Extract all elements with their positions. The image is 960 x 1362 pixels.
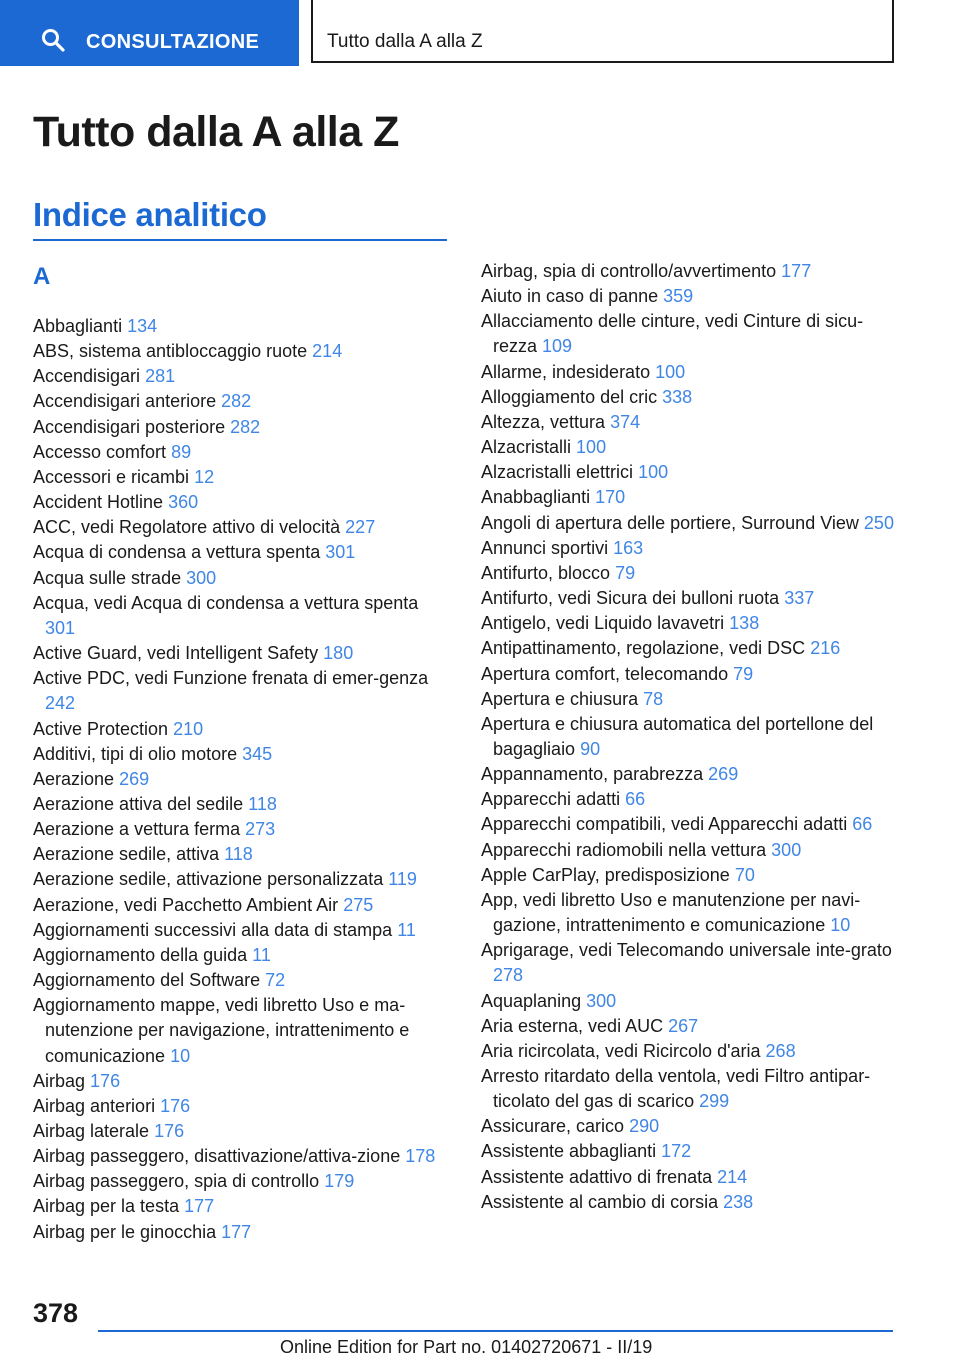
index-entry	[33, 742, 453, 767]
index-entry	[33, 842, 453, 867]
entry-term: Aerazione sedile, attivazione personalizzata	[33, 869, 384, 890]
entry-term: Apple CarPlay, predisposizione	[481, 864, 730, 885]
index-entry	[481, 787, 901, 812]
footer-divider	[98, 1330, 893, 1332]
index-entry	[481, 460, 901, 485]
entry-page-link[interactable]: 79	[733, 663, 754, 684]
entry-term: Active Protection	[33, 718, 169, 739]
index-entry	[481, 812, 901, 837]
search-icon	[41, 28, 65, 52]
index-entry	[33, 1069, 453, 1094]
entry-term: Apertura e chiusura automatica del portellone del bagagliaio	[481, 713, 874, 759]
index-entry	[481, 1190, 901, 1215]
index-entry	[33, 893, 453, 918]
index-entry	[33, 1119, 453, 1144]
entry-page-link[interactable]: 100	[655, 361, 686, 382]
entry-term: Altezza, vettura	[481, 411, 606, 432]
index-entry	[33, 339, 453, 364]
entry-term: Airbag anteriori	[33, 1095, 156, 1116]
entry-term: Aprigarage, vedi Telecomando universale inte‐grato	[481, 940, 892, 961]
index-entry	[481, 888, 901, 938]
entry-page-link[interactable]: 278	[493, 965, 524, 986]
entry-term: Antifurto, blocco	[481, 562, 611, 583]
entry-page-link[interactable]: 299	[699, 1091, 730, 1112]
index-entry	[33, 1220, 453, 1245]
index-entry	[481, 838, 901, 863]
entry-term: Acqua sulle strade	[33, 567, 182, 588]
entry-term: Aerazione attiva del sedile	[33, 793, 244, 814]
entry-term: Aggiornamento della guida	[33, 944, 248, 965]
entry-page-link[interactable]: 176	[154, 1121, 185, 1141]
entry-term: Aquaplaning	[481, 990, 582, 1011]
index-entry	[481, 410, 901, 435]
index-entry	[481, 687, 901, 712]
entry-page-link[interactable]: 89	[171, 441, 192, 462]
breadcrumb-label: Tutto dalla A alla Z	[327, 31, 483, 52]
entry-term: Acqua, vedi Acqua di condensa a vettura spenta	[33, 592, 419, 613]
entry-page-link[interactable]: 359	[663, 286, 694, 307]
entry-term: Accident Hotline	[33, 492, 164, 513]
entry-term: Aerazione	[33, 768, 115, 789]
entry-page-link[interactable]: 79	[615, 562, 636, 583]
entry-term: Apertura comfort, telecomando	[481, 663, 729, 684]
entry-term: Abbaglianti	[33, 316, 123, 336]
index-entry	[33, 993, 453, 1068]
entry-term: Apparecchi radiomobili nella vettura	[481, 839, 767, 860]
index-entry	[481, 1039, 901, 1064]
entry-page-link[interactable]: 177	[184, 1196, 215, 1217]
entry-page-link[interactable]: 100	[638, 462, 669, 483]
letter-heading: A	[33, 263, 51, 290]
entry-term: Apertura e chiusura	[481, 688, 639, 709]
entry-page-link[interactable]: 269	[119, 768, 150, 789]
index-entry	[33, 364, 453, 389]
entry-page-link[interactable]: 118	[224, 844, 253, 865]
entry-page-link[interactable]: 177	[781, 261, 812, 281]
entry-page-link[interactable]: 109	[542, 336, 573, 357]
entry-term: Aria ricircolata, vedi Ricircolo d'aria	[481, 1040, 761, 1061]
entry-term: Airbag per la testa	[33, 1196, 180, 1217]
entry-term: Active Guard, vedi Intelligent Safety	[33, 643, 319, 664]
entry-page-link[interactable]: 177	[221, 1221, 252, 1242]
entry-page-link[interactable]: 163	[613, 537, 644, 558]
entry-page-link[interactable]: 238	[723, 1191, 754, 1212]
entry-term: Aiuto in caso di panne	[481, 286, 659, 307]
entry-term: Aggiornamenti successivi alla data di stampa	[33, 919, 393, 940]
index-entry	[481, 1139, 901, 1164]
entry-term: Alloggiamento del cric	[481, 386, 658, 407]
entry-term: Anabbaglianti	[481, 487, 591, 508]
footer-edition: Online Edition for Part no. 01402720671 - II/19	[280, 1337, 653, 1357]
entry-page-link[interactable]: 214	[312, 341, 343, 362]
entry-page-link[interactable]: 179	[324, 1171, 355, 1192]
index-entry	[481, 636, 901, 661]
entry-page-link[interactable]: 281	[145, 366, 176, 387]
entry-term: Antipattinamento, regolazione, vedi DSC	[481, 638, 806, 659]
page-title: Tutto dalla A alla Z	[33, 108, 399, 156]
index-entry	[481, 938, 901, 988]
entry-page-link[interactable]: 242	[45, 693, 76, 714]
entry-page-link[interactable]: 227	[345, 517, 376, 538]
index-entry	[481, 863, 901, 888]
index-entry	[481, 1014, 901, 1039]
entry-term: Airbag passeggero, spia di controllo	[33, 1171, 320, 1192]
index-entry	[33, 515, 453, 540]
entry-page-link[interactable]: 90	[580, 738, 601, 759]
section-title: Indice analitico	[33, 196, 267, 233]
entry-term: Accendisigari	[33, 366, 141, 387]
entry-page-link[interactable]: 210	[173, 718, 204, 739]
tab-label: CONSULTAZIONE	[86, 31, 260, 53]
index-entry	[33, 389, 453, 414]
index-entry	[481, 561, 901, 586]
index-entry	[33, 918, 453, 943]
index-entry	[481, 485, 901, 510]
entry-term: Accendisigari anteriore	[33, 391, 217, 412]
index-entry	[481, 284, 901, 309]
entry-page-link[interactable]: 300	[186, 567, 217, 588]
index-entry	[33, 968, 453, 993]
index-entry	[33, 1094, 453, 1119]
entry-term: Airbag per le ginocchia	[33, 1221, 217, 1242]
index-entry	[33, 767, 453, 792]
entry-page-link[interactable]: 282	[221, 391, 252, 412]
entry-page-link[interactable]: 170	[595, 487, 626, 508]
index-entry	[33, 1194, 453, 1219]
entry-page-link[interactable]: 138	[729, 613, 760, 634]
entry-page-link[interactable]: 268	[765, 1040, 796, 1061]
index-entry	[33, 666, 453, 716]
index-entry	[33, 943, 453, 968]
entry-term: Antifurto, vedi Sicura dei bulloni ruota	[481, 588, 780, 609]
entry-page-link[interactable]: 267	[668, 1015, 699, 1036]
page-number: 378	[33, 1298, 79, 1328]
entry-page-link[interactable]: 269	[708, 764, 739, 785]
index-entry	[481, 259, 901, 284]
index-entry	[33, 540, 453, 565]
entry-page-link[interactable]: 66	[852, 814, 873, 835]
entry-page-link[interactable]: 360	[168, 492, 199, 513]
entry-page-link[interactable]: 72	[265, 970, 286, 991]
section-divider	[33, 239, 447, 241]
entry-term: Additivi, tipi di olio motore	[33, 743, 238, 764]
index-entry	[33, 465, 453, 490]
entry-term: Airbag	[33, 1070, 86, 1091]
entry-term: Active PDC, vedi Funzione frenata di emer‐genza	[33, 668, 429, 689]
index-entry	[481, 586, 901, 611]
entry-page-link[interactable]: 275	[343, 894, 374, 915]
entry-page-link[interactable]: 176	[90, 1070, 121, 1091]
entry-term: Aerazione a vettura ferma	[33, 819, 241, 840]
entry-page-link[interactable]: 282	[230, 416, 261, 437]
index-entry	[33, 566, 453, 591]
entry-page-link[interactable]: 119	[388, 869, 417, 890]
entry-term: Appannamento, parabrezza	[481, 764, 704, 785]
entry-term: Airbag, spia di controllo/avvertimento	[481, 261, 777, 281]
entry-page-link[interactable]: 301	[45, 617, 76, 638]
entry-page-link[interactable]: 178	[405, 1146, 436, 1167]
entry-term: Allacciamento delle cinture, vedi Cinture di sicu‐rezza	[481, 311, 864, 357]
header-bar	[0, 0, 960, 66]
entry-page-link[interactable]: 180	[323, 643, 354, 664]
entry-page-link[interactable]: 374	[610, 411, 641, 432]
index-entry	[33, 641, 453, 666]
index-entry	[481, 611, 901, 636]
entry-page-link[interactable]: 214	[717, 1166, 748, 1187]
entry-page-link[interactable]: 10	[170, 1045, 191, 1066]
entry-page-link[interactable]: 300	[586, 990, 617, 1011]
index-entry	[481, 662, 901, 687]
entry-term: Accessori e ricambi	[33, 466, 190, 487]
entry-term: Assistente abbaglianti	[481, 1141, 657, 1162]
entry-term: ACC, vedi Regolatore attivo di velocità	[33, 517, 341, 538]
index-entry	[481, 511, 901, 536]
entry-page-link[interactable]: 118	[248, 793, 277, 814]
entry-page-link[interactable]: 12	[194, 466, 215, 487]
index-entry	[33, 867, 453, 892]
entry-term: Aerazione sedile, attiva	[33, 844, 220, 865]
entry-term: Alzacristalli elettrici	[481, 462, 634, 483]
entry-term: Assistente adattivo di frenata	[481, 1166, 713, 1187]
entry-term: Aerazione, vedi Pacchetto Ambient Air	[33, 894, 339, 915]
entry-page-link[interactable]: 100	[576, 437, 607, 458]
entry-term: App, vedi libretto Uso e manutenzione per navi‐gazione, intrattenimento e comunicazione	[481, 889, 861, 936]
index-entry	[33, 792, 453, 817]
index-entry	[481, 309, 901, 359]
entry-term: Aggiornamento del Software	[33, 970, 261, 991]
entry-page-link[interactable]: 216	[810, 638, 841, 659]
entry-page-link[interactable]: 172	[661, 1141, 692, 1162]
entry-page-link[interactable]: 10	[830, 915, 851, 936]
entry-term: Annunci sportivi	[481, 537, 609, 558]
index-entry	[33, 717, 453, 742]
index-column-right	[481, 259, 901, 1215]
entry-page-link[interactable]: 70	[734, 864, 755, 885]
entry-term: Accendisigari posteriore	[33, 416, 226, 437]
entry-page-link[interactable]: 290	[629, 1116, 660, 1137]
entry-term: Alzacristalli	[481, 437, 572, 458]
entry-page-link[interactable]: 11	[252, 944, 271, 965]
index-entry	[33, 415, 453, 440]
index-entry	[481, 536, 901, 561]
index-entry	[481, 1165, 901, 1190]
entry-term: Accesso comfort	[33, 441, 167, 462]
index-entry	[33, 817, 453, 842]
entry-term: Aggiornamento mappe, vedi libretto Uso e ma‐nutenzione per navigazione, intrattenimento e comunicazione	[33, 995, 410, 1066]
entry-term: Assicurare, carico	[481, 1116, 625, 1137]
entry-page-link[interactable]: 338	[662, 386, 693, 407]
entry-page-link[interactable]: 176	[160, 1095, 191, 1116]
entry-term: Arresto ritardato della ventola, vedi Filtro antipar‐ticolato del gas di scarico	[481, 1066, 871, 1112]
entry-term: Apparecchi compatibili, vedi Apparecchi adatti	[481, 814, 848, 835]
entry-term: Airbag laterale	[33, 1121, 150, 1141]
index-entry	[481, 385, 901, 410]
entry-page-link[interactable]: 134	[127, 316, 158, 336]
index-entry	[481, 989, 901, 1014]
index-column-left	[33, 314, 453, 1245]
entry-term: ABS, sistema antibloccaggio ruote	[33, 341, 308, 362]
index-entry	[33, 490, 453, 515]
index-entry	[481, 1114, 901, 1139]
breadcrumb	[311, 0, 894, 63]
tab-consultazione[interactable]	[0, 0, 299, 66]
index-entry	[481, 712, 901, 762]
entry-term: Antigelo, vedi Liquido lavavetri	[481, 613, 725, 634]
entry-term: Assistente al cambio di corsia	[481, 1191, 719, 1212]
entry-term: Airbag passeggero, disattivazione/attiva‐zione	[33, 1146, 401, 1167]
entry-term: Aria esterna, vedi AUC	[481, 1015, 664, 1036]
index-entry	[33, 314, 453, 339]
index-entry	[481, 360, 901, 385]
index-entry	[33, 1144, 453, 1169]
entry-page-link[interactable]: 78	[643, 688, 664, 709]
entry-term: Apparecchi adatti	[481, 789, 621, 810]
entry-term: Acqua di condensa a vettura spenta	[33, 542, 321, 563]
index-entry	[33, 440, 453, 465]
index-entry	[481, 435, 901, 460]
entry-page-link[interactable]: 66	[625, 789, 646, 810]
entry-term: Angoli di apertura delle portiere, Surround View	[481, 512, 859, 533]
entry-page-link[interactable]: 300	[771, 839, 802, 860]
index-entry	[33, 1169, 453, 1194]
entry-page-link[interactable]: 345	[242, 743, 273, 764]
entry-page-link[interactable]: 11	[397, 919, 416, 940]
index-entry	[481, 762, 901, 787]
index-entry	[33, 591, 453, 641]
index-entry	[481, 1064, 901, 1114]
entry-page-link[interactable]: 250	[863, 512, 894, 533]
entry-page-link[interactable]: 273	[245, 819, 276, 840]
entry-page-link[interactable]: 301	[325, 542, 356, 563]
entry-page-link[interactable]: 337	[784, 588, 815, 609]
entry-term: Allarme, indesiderato	[481, 361, 651, 382]
